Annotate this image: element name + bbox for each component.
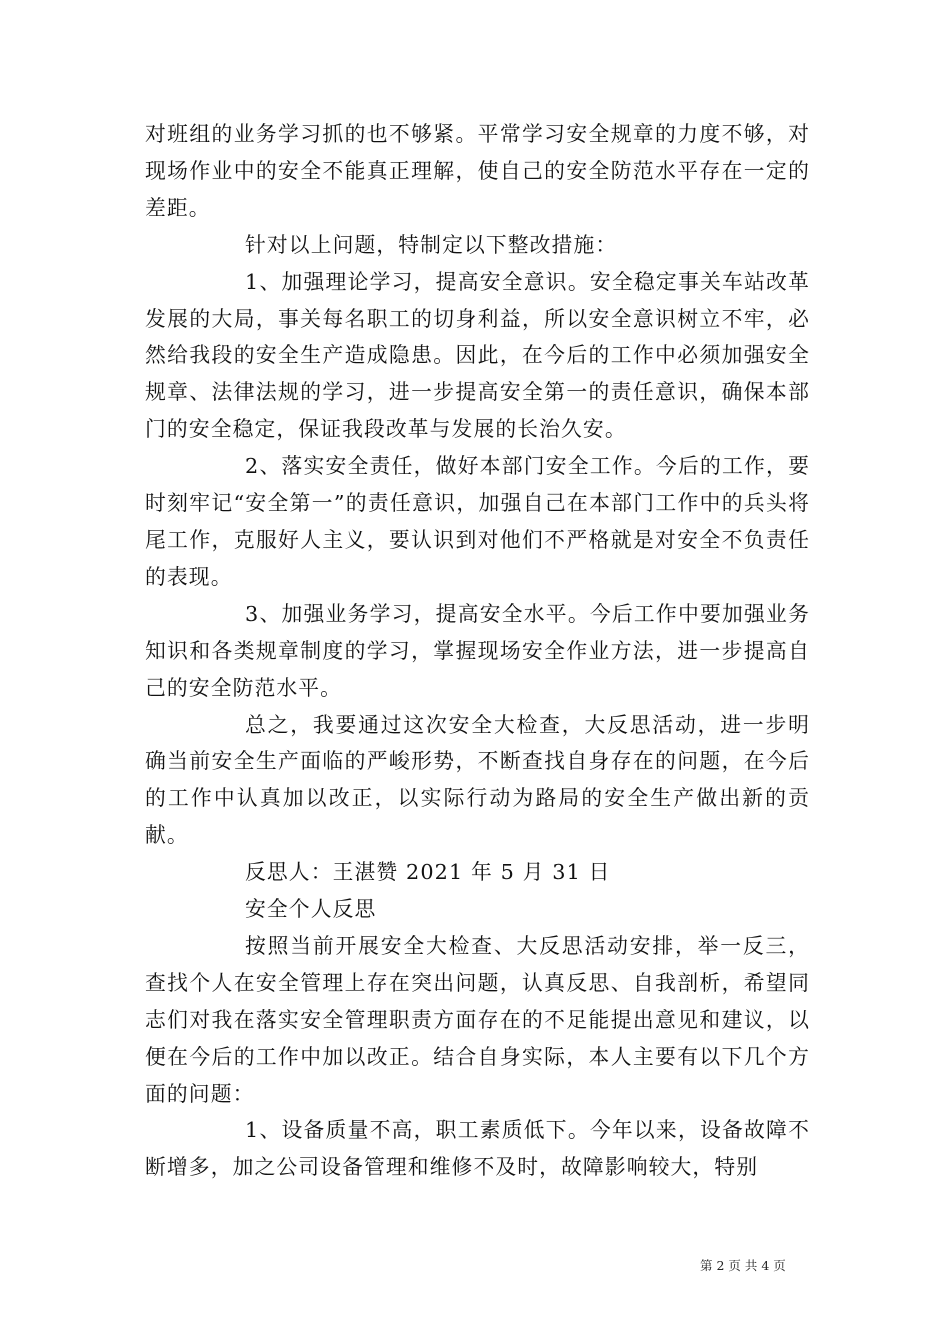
paragraph-measures-intro: 针对以上问题，特制定以下整改措施： bbox=[245, 232, 618, 257]
paragraph-measure-2: 2、落实安全责任，做好本部门安全工作。今后的工作，要时刻牢记“安全第一”的责任意识，加强自己在本部门工作中的兵头将尾工作，克服好人主义，要认识到对他们不严格就是对安全不负责任的表现。 bbox=[145, 454, 810, 589]
signature-line: 反思人：王湛赞 2021 年 5 月 31 日 bbox=[245, 860, 611, 885]
document-body bbox=[145, 116, 810, 1186]
paragraph-measure-1: 1、加强理论学习，提高安全意识。安全稳定事关车站改革发展的大局，事关每名职工的切身利益，所以安全意识树立不牢，必然给我段的安全生产造成隐患。因此，在今后的工作中必须加强安全规章、法律法规的学习，进一步提高安全第一的责任意识，确保本部门的安全稳定，保证我段改革与发展的长治久安。 bbox=[145, 269, 810, 442]
paragraph-continued: 对班组的业务学习抓的也不够紧。平常学习安全规章的力度不够，对现场作业中的安全不能真正理解，使自己的安全防范水平存在一定的差距。 bbox=[145, 122, 810, 220]
paragraph-issue-1: 1、设备质量不高，职工素质低下。今年以来，设备故障不断增多，加之公司设备管理和维修不及时，故障影响较大，特别 bbox=[145, 1118, 810, 1180]
paragraph-section-intro: 按照当前开展安全大检查、大反思活动安排，举一反三，查找个人在安全管理上存在突出问题，认真反思、自我剖析，希望同志们对我在落实安全管理职责方面存在的不足能提出意见和建议，以便在今后的工作中加以改正。结合自身实际，本人主要有以下几个方面的问题： bbox=[145, 933, 810, 1106]
page-number-footer: 第 2 页 共 4 页 bbox=[700, 1258, 786, 1273]
section-title: 安全个人反思 bbox=[245, 897, 377, 922]
paragraph-conclusion: 总之，我要通过这次安全大检查，大反思活动，进一步明确当前安全生产面临的严峻形势，不断查找自身存在的问题，在今后的工作中认真加以改正，以实际行动为路局的安全生产做出新的贡献。 bbox=[145, 712, 810, 848]
paragraph-measure-3: 3、加强业务学习，提高安全水平。今后工作中要加强业务知识和各类规章制度的学习，掌握现场安全作业方法，进一步提高自己的安全防范水平。 bbox=[145, 601, 810, 700]
